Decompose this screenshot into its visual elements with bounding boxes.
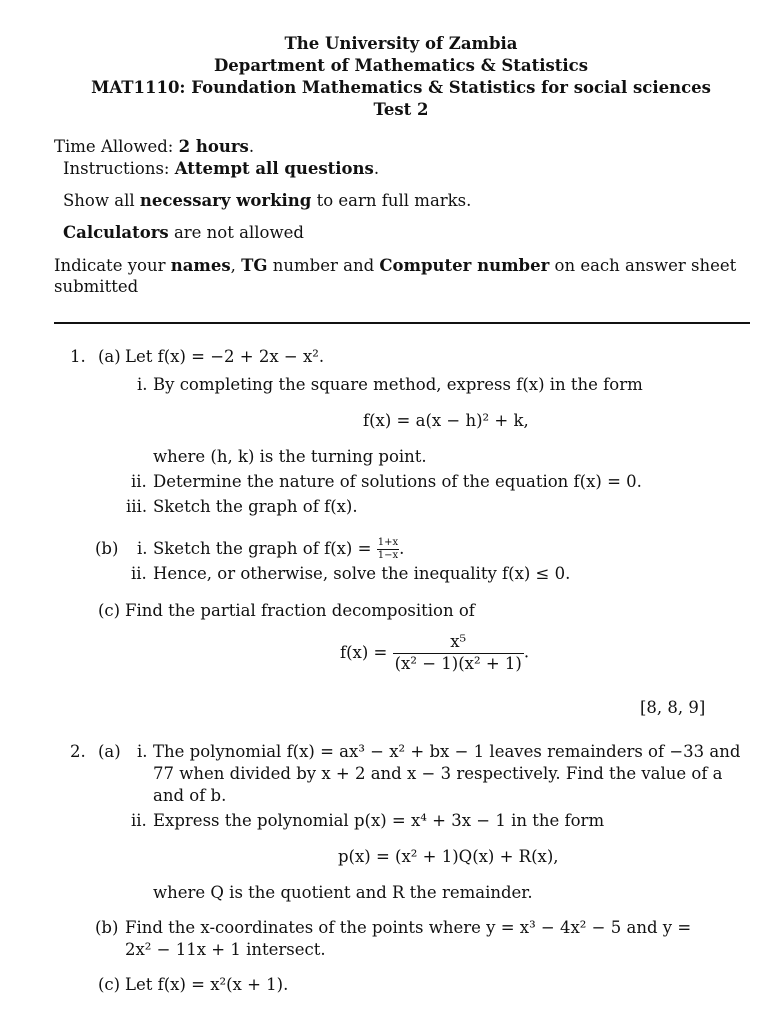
q2b-line1: Find the x-coordinates of the points where y = x³ − 4x² − 5 and y = <box>125 918 692 937</box>
q1aii-label: ii. <box>131 472 147 491</box>
q2b-line2: 2x² − 11x + 1 intersect. <box>125 940 326 959</box>
q1ai-equation: f(x) = a(x − h)² + k, <box>363 411 529 430</box>
q2aii-equation: p(x) = (x² + 1)Q(x) + R(x), <box>338 847 559 866</box>
q1-marks: [8, 8, 9] <box>640 698 706 717</box>
q2ai-line1: The polynomial f(x) = ax³ − x² + bx − 1 leaves remainders of −33 and <box>153 742 741 761</box>
q2aii-label: ii. <box>131 811 147 830</box>
q1aiii-label: iii. <box>126 497 148 516</box>
indicate-note: Indicate your names, TG number and Computer number on each answer sheet <box>54 256 737 275</box>
q2aii-where: where Q is the quotient and R the remainder. <box>153 883 533 902</box>
q1ai-label: i. <box>137 375 148 394</box>
department-title: Department of Mathematics & Statistics <box>214 56 588 75</box>
q1c-equation: f(x) = $\frac{\text{x⁵}}{\text{(x² − 1)(x² + 1)}}$ . <box>340 632 530 673</box>
q1bi-text: Sketch the graph of f(x) = $\frac{1+x}{1-x}$ . <box>153 537 405 561</box>
university-title: The University of Zambia <box>284 34 518 53</box>
course-title: MAT1110: Foundation Mathematics & Statistics for social sciences <box>91 78 711 97</box>
q1c-text: Find the partial fraction decomposition of <box>125 601 475 620</box>
test-title: Test 2 <box>373 100 429 119</box>
q1bi-label: i. <box>137 539 148 558</box>
q2ai-line2: 77 when divided by x + 2 and x − 3 respectively. Find the value of a <box>153 764 723 783</box>
q1bii-label: ii. <box>131 564 147 583</box>
q1aiii-text: Sketch the graph of f(x). <box>153 497 358 516</box>
calculator-note: Calculators are not allowed <box>63 223 304 242</box>
divider-rule <box>54 322 750 324</box>
indicate-note-line2: submitted <box>54 277 139 296</box>
q1c-fraction: $\frac{\text{x⁵}}{\text{(x² − 1)(x² + 1)}}$ <box>394 632 522 673</box>
q2-number: 2. <box>70 742 86 761</box>
q1ai-text: By completing the square method, express f(x) in the form <box>153 375 643 394</box>
q2ai-line3: and of b. <box>153 786 227 805</box>
q1-number: 1. <box>70 347 86 366</box>
q1a-label: (a) <box>98 347 121 366</box>
q2b-label: (b) <box>95 918 119 937</box>
q1bii-text: Hence, or otherwise, solve the inequality f(x) ≤ 0. <box>153 564 571 583</box>
q2c-label: (c) <box>98 975 121 994</box>
time-allowed: Time Allowed: 2 hours. <box>54 137 255 156</box>
instructions: Instructions: Attempt all questions. <box>63 159 380 178</box>
q1ai-where: where (h, k) is the turning point. <box>153 447 427 466</box>
q2aii-text: Express the polynomial p(x) = x⁴ + 3x − 1 in the form <box>153 811 605 830</box>
q1bi-fraction: $\frac{1+x}{1-x}$ <box>377 537 399 561</box>
q1a-text: Let f(x) = −2 + 2x − x². <box>125 347 325 366</box>
q1c-label: (c) <box>98 601 121 620</box>
q2a-label: (a) <box>98 742 121 761</box>
q2c-text: Let f(x) = x²(x + 1). <box>125 975 289 994</box>
show-working-note: Show all necessary working to earn full marks. <box>63 191 472 210</box>
q2ai-label: i. <box>137 742 148 761</box>
q1b-label: (b) <box>95 539 119 558</box>
q1aii-text: Determine the nature of solutions of the equation f(x) = 0. <box>153 472 642 491</box>
